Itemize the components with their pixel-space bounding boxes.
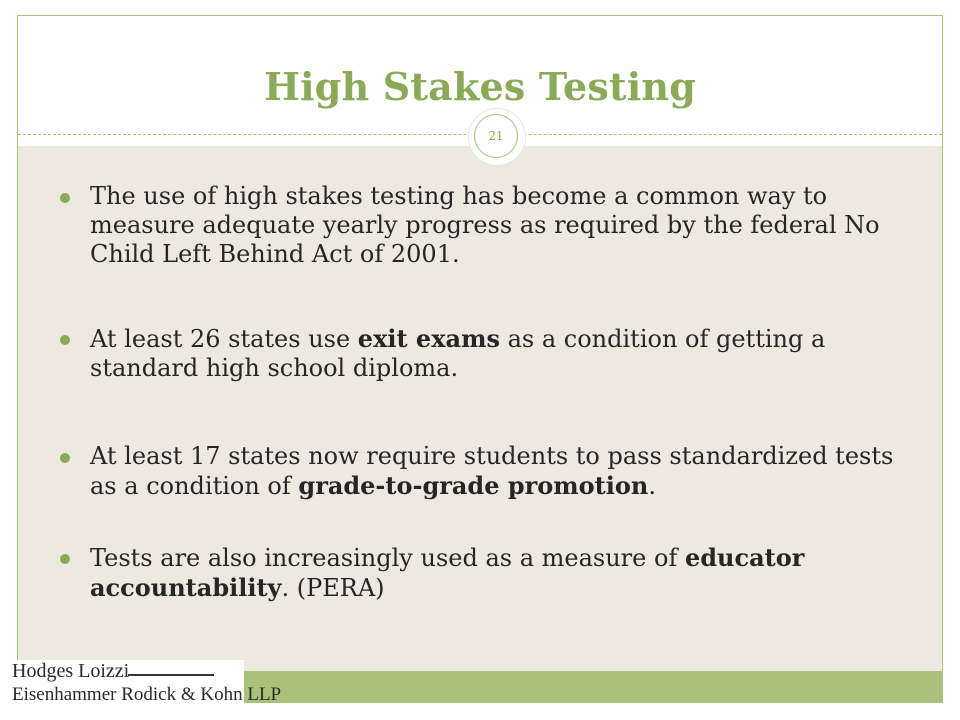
- bullet-item: [60, 324, 910, 383]
- emphasis-text: exit exams: [357, 324, 500, 353]
- bullet-item: [60, 543, 910, 603]
- slide-title: High Stakes Testing: [264, 64, 696, 109]
- emphasis-text: grade-to-grade promotion: [298, 471, 649, 500]
- bullet-item: [60, 442, 910, 501]
- slide-frame: [17, 15, 943, 703]
- footer-bar: [238, 671, 943, 703]
- bullet-text: Tests are also increasingly used as a measure of educator accountability. (PERA): [90, 543, 805, 602]
- bullet-dot-icon: [60, 335, 70, 345]
- bullet-text: At least 26 states use exit exams as a condition of getting a standard high school diploma.: [90, 324, 826, 382]
- page-number-badge: [469, 109, 525, 165]
- bullet-dot-icon: [60, 554, 70, 564]
- logo-rule: [128, 674, 214, 676]
- bullet-text: At least 17 states now require students to pass standardized tests as a condition of grade-to-grade promotion.: [90, 442, 894, 500]
- bullet-item: [60, 182, 910, 269]
- emphasis-text: educator accountability: [90, 543, 805, 602]
- firm-logo: [8, 660, 282, 710]
- logo-line-1: Hodges Loizzi: [12, 660, 130, 682]
- bullet-dot-icon: [60, 193, 70, 203]
- logo-line-2: Eisenhammer Rodick & Kohn LLP: [12, 684, 282, 705]
- bullet-text: The use of high stakes testing has become a common way to measure adequate yearly progress as required by the federal No Child Left Behind Act of 2001.: [90, 182, 880, 268]
- bullet-dot-icon: [60, 453, 70, 463]
- page-number: 21: [474, 114, 518, 158]
- bullet-list: [60, 166, 910, 603]
